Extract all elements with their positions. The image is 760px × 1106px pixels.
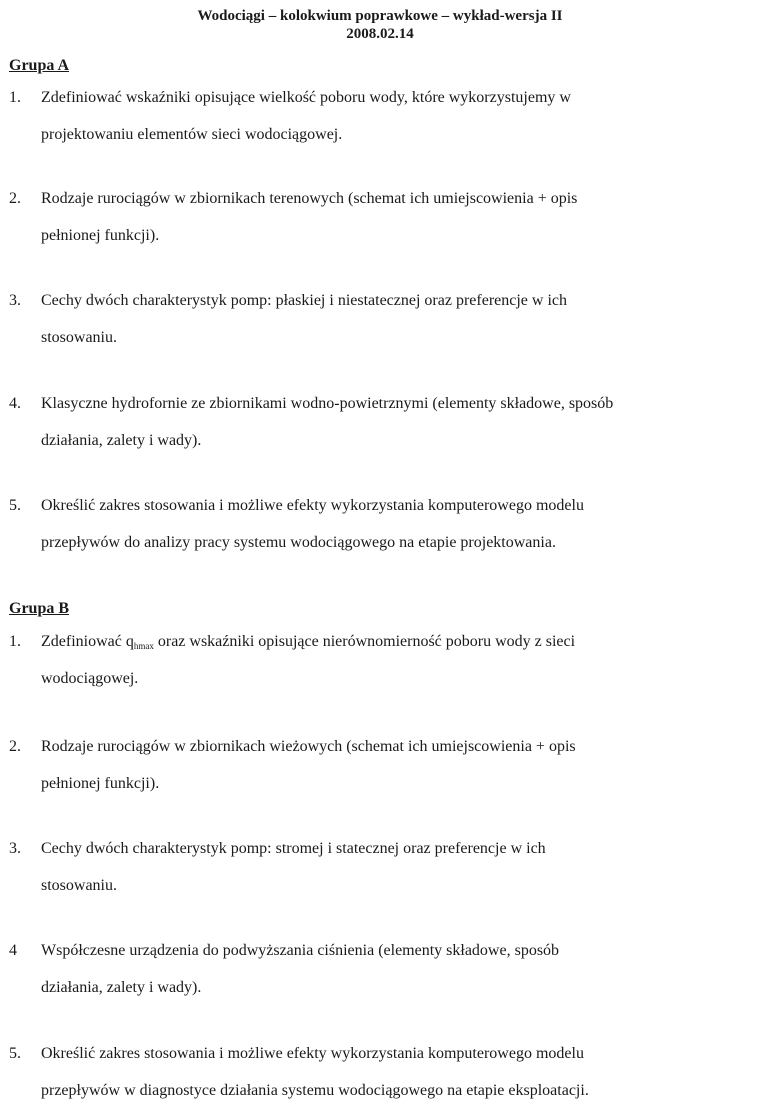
question-text-line-1: Cechy dwóch charakterystyk pomp: płaskiej i niestatecznej oraz preferencje w ich (41, 292, 567, 309)
question-text-line-1: Rodzaje rurociągów w zbiornikach wieżowych (schemat ich umiejscowienia + opis (41, 738, 576, 755)
question-text-line-2: stosowaniu. (41, 877, 117, 894)
question-text-line-2: stosowaniu. (41, 329, 117, 346)
question-number: 3. (9, 292, 21, 309)
question-number: 5. (9, 1045, 21, 1062)
question-text-line-1: Rodzaje rurociągów w zbiornikach terenowych (schemat ich umiejscowienia + opis (41, 190, 578, 207)
question-text-line-1: Cechy dwóch charakterystyk pomp: stromej i statecznej oraz preferencje w ich (41, 840, 546, 857)
question-text-line-2: działania, zalety i wady). (41, 979, 202, 996)
question-text-before-symbol: Zdefiniować q (41, 633, 134, 650)
group-b-heading: Grupa B (9, 600, 70, 617)
question-text-after-symbol: oraz wskaźniki opisujące nierównomierność poboru wody z sieci (153, 633, 576, 650)
question-number: 2. (9, 738, 21, 755)
question-text-line-1: Określić zakres stosowania i możliwe efekty wykorzystania komputerowego modelu (41, 1045, 584, 1062)
question-text-line-1: Współczesne urządzenia do podwyższania ciśnienia (elementy składowe, sposób (41, 942, 560, 959)
document-date: 2008.02.14 (346, 26, 414, 42)
document-title: Wodociągi – kolokwium poprawkowe – wykład-wersja II (197, 8, 563, 24)
question-number: 5. (9, 497, 21, 514)
group-a-heading: Grupa A (9, 57, 70, 74)
question-text-line-1: Zdefiniować wskaźniki opisujące wielkość poboru wody, które wykorzystujemy w (41, 89, 571, 106)
question-number: 1. (9, 89, 21, 106)
question-text-line-2: projektowaniu elementów sieci wodociągowej. (41, 126, 343, 143)
question-number: 1. (9, 633, 21, 650)
question-text-line-1 (41, 632, 575, 656)
question-number: 2. (9, 190, 21, 207)
question-text-line-2: działania, zalety i wady). (41, 432, 202, 449)
q-hmax-subscript: hmax (133, 641, 154, 651)
question-text-line-2: wodociągowej. (41, 670, 139, 687)
question-text-line-2: przepływów w diagnostyce działania systemu wodociągowego na etapie eksploatacji. (41, 1082, 589, 1099)
question-text-line-2: przepływów do analizy pracy systemu wodociągowego na etapie projektowania. (41, 534, 556, 551)
question-number: 3. (9, 840, 21, 857)
question-text-line-2: pełnionej funkcji). (41, 775, 160, 792)
question-text-line-2: pełnionej funkcji). (41, 227, 160, 244)
question-text-line-1: Klasyczne hydrofornie ze zbiornikami wodno-powietrznymi (elementy składowe, sposób (41, 395, 614, 412)
question-number: 4 (9, 942, 17, 959)
question-number: 4. (9, 395, 21, 412)
question-text-line-1: Określić zakres stosowania i możliwe efekty wykorzystania komputerowego modelu (41, 497, 584, 514)
